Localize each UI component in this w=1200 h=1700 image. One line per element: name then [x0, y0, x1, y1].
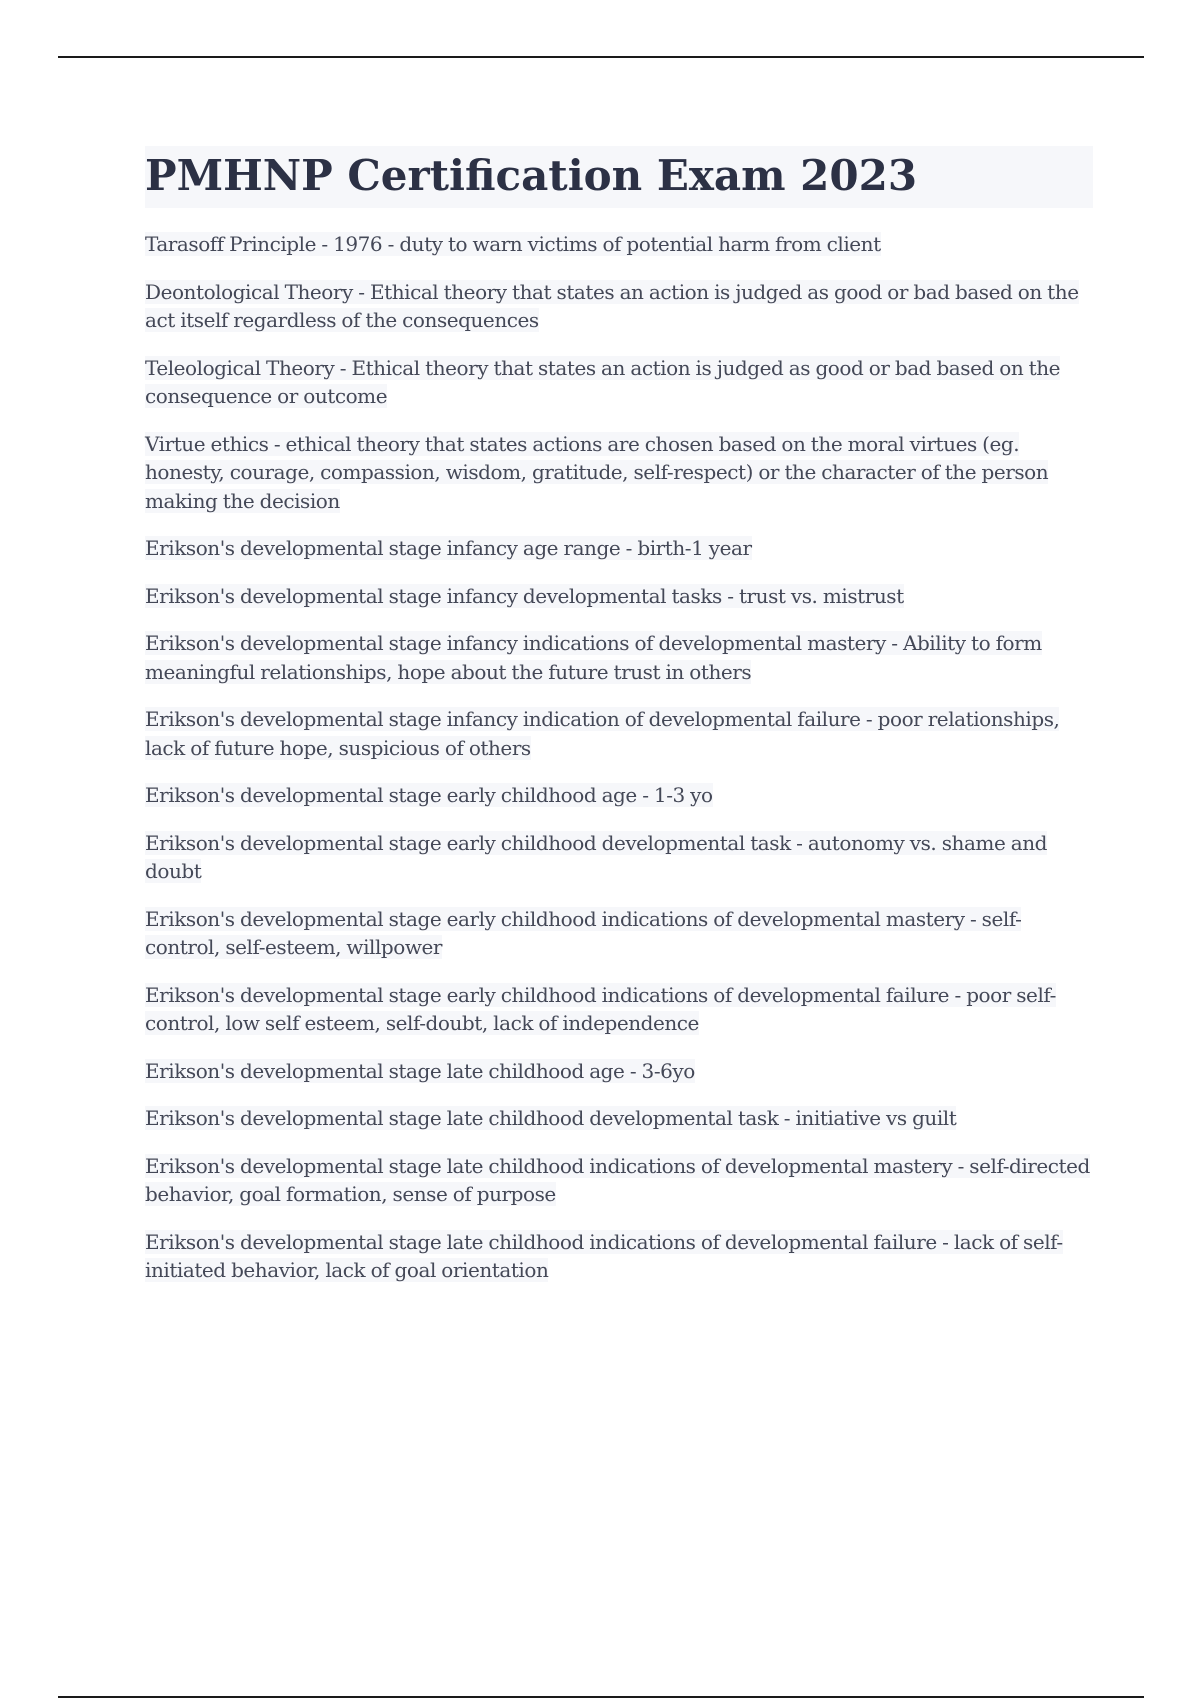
entry-text: Erikson's developmental stage early childhood indications of developmental failure - poor self-control, low self esteem, self-doubt, lack of independence — [145, 982, 1056, 1035]
flashcard-entry — [145, 781, 1093, 810]
flashcard-entry — [145, 1228, 1093, 1285]
entry-text: Erikson's developmental stage infancy indications of developmental mastery - Ability to form meaningful relationships, hope about the future trust in others — [145, 631, 1042, 684]
entry-text: Erikson's developmental stage infancy indication of developmental failure - poor relationships, lack of future hope, suspicious of others — [145, 707, 1060, 760]
page-title: PMHNP Certification Exam 2023 — [145, 146, 1093, 208]
top-divider — [58, 56, 1144, 58]
entry-text: Erikson's developmental stage early childhood indications of developmental mastery - self-control, self-esteem, willpower — [145, 906, 1022, 959]
flashcard-entry — [145, 1152, 1093, 1209]
flashcard-entry — [145, 829, 1093, 886]
entry-text: Erikson's developmental stage early childhood age - 1-3 yo — [145, 783, 713, 807]
entry-text: Erikson's developmental stage infancy developmental tasks - trust vs. mistrust — [145, 583, 904, 608]
flashcard-entry — [145, 705, 1093, 762]
entry-text: Erikson's developmental stage late childhood age - 3-6yo — [145, 1058, 695, 1083]
bottom-divider — [58, 1696, 1144, 1698]
entry-text: Erikson's developmental stage early childhood developmental task - autonomy vs. shame and doubt — [145, 830, 1047, 883]
document-body — [145, 146, 1093, 1304]
entry-text: Erikson's developmental stage late childhood indications of developmental failure - lack of self-initiated behavior, lack of goal orientation — [145, 1229, 1063, 1282]
flashcard-entry — [145, 534, 1093, 563]
entry-text: Erikson's developmental stage late childhood developmental task - initiative vs guilt — [145, 1106, 957, 1130]
entry-text: Tarasoff Principle - 1976 - duty to warn victims of potential harm from client — [145, 232, 881, 256]
flashcard-entry — [145, 354, 1093, 411]
flashcard-entry — [145, 1057, 1093, 1086]
flashcard-entry — [145, 981, 1093, 1038]
entry-text: Virtue ethics - ethical theory that states actions are chosen based on the moral virtues (eg. honesty, courage, compassion, wisdom, gratitude, self-respect) or the character of the person making the decision — [145, 431, 1049, 513]
flashcard-entry — [145, 230, 1093, 259]
flashcard-entry — [145, 582, 1093, 611]
flashcard-entry — [145, 905, 1093, 962]
flashcard-entry — [145, 629, 1093, 686]
flashcard-entry — [145, 430, 1093, 516]
entry-text: Deontological Theory - Ethical theory that states an action is judged as good or bad based on the act itself regardless of the consequences — [145, 279, 1079, 332]
entry-text: Erikson's developmental stage infancy age range - birth-1 year — [145, 536, 752, 560]
flashcard-entry — [145, 1104, 1093, 1133]
flashcard-entry — [145, 278, 1093, 335]
entry-text: Erikson's developmental stage late childhood indications of developmental mastery - self-directed behavior, goal formation, sense of purpose — [145, 1153, 1090, 1206]
entry-text: Teleological Theory - Ethical theory that states an action is judged as good or bad based on the consequence or outcome — [145, 355, 1061, 408]
